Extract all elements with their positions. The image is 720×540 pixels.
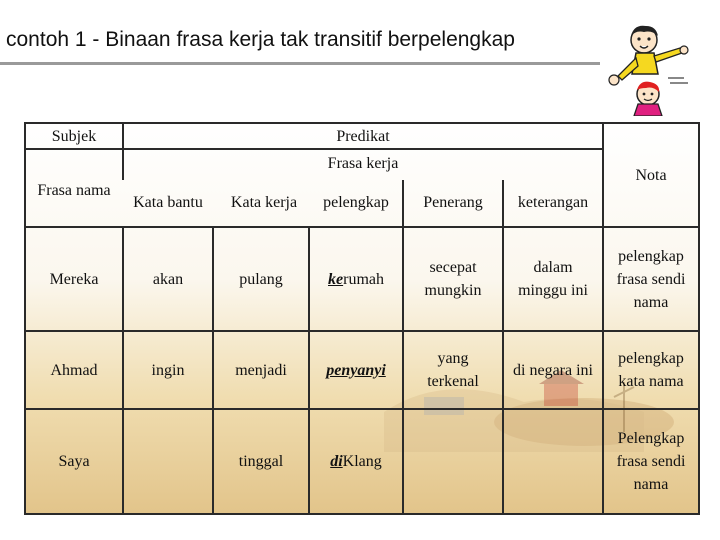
row1-penerang xyxy=(404,228,502,330)
header-frasa-kerja: Frasa kerja xyxy=(327,154,399,172)
row2-subjek: Ahmad xyxy=(50,361,98,379)
row3-pelengkap xyxy=(310,410,402,513)
row1-kata-bantu: akan xyxy=(152,270,184,288)
row1-penerang-line1: secepat xyxy=(429,259,477,276)
row2-pelengkap xyxy=(310,332,402,408)
table-border-bottom xyxy=(24,513,700,515)
cartoon-children-icon xyxy=(598,18,694,116)
row3-kata-bantu xyxy=(124,410,212,513)
row1-nota-line1: pelengkap xyxy=(618,247,684,265)
header-kata-bantu: Kata bantu xyxy=(133,193,203,211)
row3-kata-kerja: tinggal xyxy=(238,453,284,470)
row1-pelengkap-rest: rumah xyxy=(343,270,384,288)
row2-penerang-line1: yang xyxy=(437,350,469,367)
row1-nota-line2: frasa sendi xyxy=(616,270,686,288)
row1-keterangan xyxy=(504,228,602,330)
row2-keterangan: di negara ini xyxy=(513,361,593,379)
header-subjek: Subjek xyxy=(51,127,97,145)
header-pelengkap: pelengkap xyxy=(323,193,389,211)
row1-keterangan-line1: dalam xyxy=(533,259,573,276)
predicate-table xyxy=(24,122,700,515)
row1-penerang-line2: mungkin xyxy=(424,282,482,299)
row1-keterangan-line2: minggu ini xyxy=(518,282,588,299)
table-border-right xyxy=(698,122,700,515)
row3-keterangan xyxy=(504,410,602,513)
row1-kata-kerja: pulang xyxy=(239,270,283,288)
title-divider xyxy=(0,62,600,65)
row1-nota xyxy=(604,228,698,330)
row2-nota-line2: kata nama xyxy=(618,373,684,390)
row3-pelengkap-rest: Klang xyxy=(342,453,382,470)
header-frasa-nama: Frasa nama xyxy=(37,181,111,199)
header-nota: Nota xyxy=(635,166,667,184)
row2-nota xyxy=(604,332,698,408)
row3-nota-line1: Pelengkap xyxy=(617,430,685,447)
header-penerang: Penerang xyxy=(423,193,483,211)
row2-penerang-line2: terkenal xyxy=(427,373,479,390)
row3-pelengkap-prefix: di xyxy=(330,453,343,470)
row2-kata-kerja: menjadi xyxy=(235,361,287,379)
row1-subjek: Mereka xyxy=(49,270,99,288)
row2-nota-line1: pelengkap xyxy=(618,350,684,367)
row2-pelengkap-word: penyanyi xyxy=(326,361,386,379)
row3-nota-line3: nama xyxy=(633,476,669,493)
row3-penerang xyxy=(404,410,502,513)
row3-nota xyxy=(604,410,698,513)
row2-penerang xyxy=(404,332,502,408)
header-keterangan: keterangan xyxy=(517,193,589,211)
slide-title: contoh 1 - Binaan frasa kerja tak transitif berpelengkap xyxy=(6,28,515,51)
row1-pelengkap xyxy=(310,228,402,330)
header-kata-kerja: Kata kerja xyxy=(230,193,298,211)
header-predikat: Predikat xyxy=(336,127,390,145)
row1-nota-line3: nama xyxy=(633,293,669,311)
row1-pelengkap-prefix: ke xyxy=(328,270,344,288)
row2-kata-bantu: ingin xyxy=(151,361,185,379)
row3-nota-line2: frasa sendi xyxy=(616,453,686,470)
row3-subjek: Saya xyxy=(58,453,90,470)
